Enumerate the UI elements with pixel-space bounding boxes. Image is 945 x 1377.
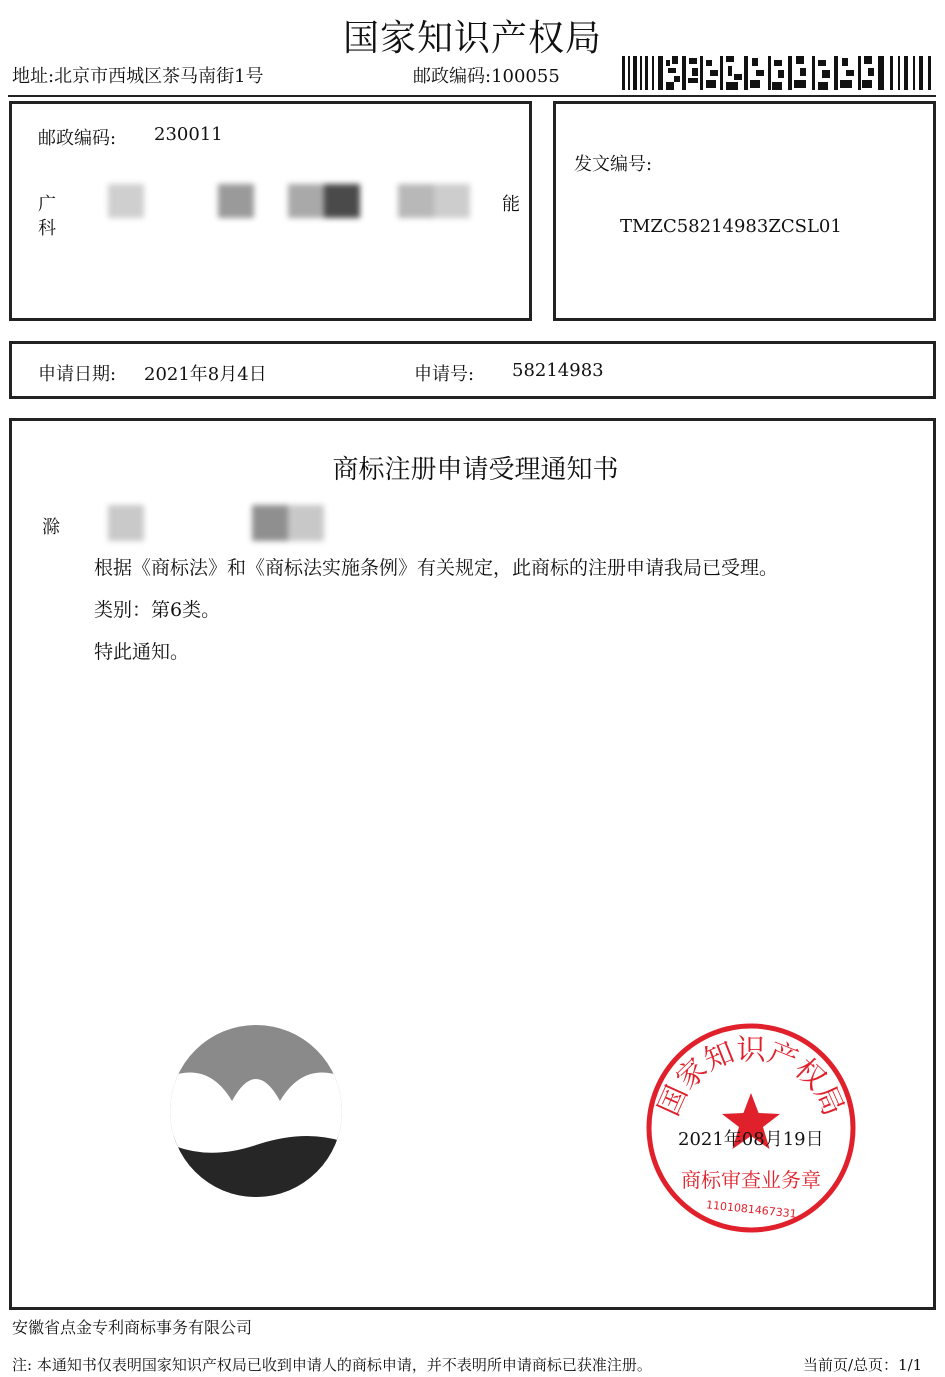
notice-title: 商标注册申请受理通知书 [332, 455, 619, 485]
header-divider [8, 95, 936, 97]
recipient-address-start: 广 [38, 194, 56, 215]
recipient-address-line2-start: 科 [38, 218, 56, 239]
page-indicator: 当前页/总页：1/1 [803, 1356, 923, 1374]
recipient-postcode-value: 230011 [154, 124, 223, 145]
application-info-box [9, 341, 936, 399]
recipient-address-end: 能 [502, 194, 520, 215]
seal-code: 1101081467331 [705, 1198, 798, 1221]
application-date-label: 申请日期: [38, 364, 117, 385]
application-number-value: 58214983 [512, 360, 604, 381]
addressee-start: 滁 [42, 517, 60, 538]
notice-body: 根据《商标法》和《商标法实施条例》有关规定，此商标的注册申请我局已受理。 [94, 557, 779, 579]
seal-ring-text: 国家知识产权局 [651, 1032, 851, 1121]
notice-date: 2021年08月19日 [678, 1129, 824, 1150]
trademark-logo-icon [140, 995, 372, 1227]
document-number-box [553, 101, 936, 321]
page-title: 国家知识产权局 [342, 18, 602, 59]
redacted-addressee [68, 505, 338, 541]
application-number-label: 申请号: [414, 364, 475, 385]
office-address: 地址:北京市西城区茶马南街1号 [12, 66, 264, 87]
notice-category: 类别：第6类。 [94, 599, 221, 621]
notice-box [9, 418, 936, 1310]
office-postcode: 邮政编码:100055 [413, 66, 560, 87]
notice-closing: 特此通知。 [94, 641, 190, 663]
agency-name: 安徽省点金专利商标事务有限公司 [12, 1318, 253, 1337]
application-date-value: 2021年8月4日 [144, 364, 267, 385]
recipient-box [9, 101, 532, 321]
document-number-label: 发文编号: [574, 154, 653, 175]
recipient-postcode-label: 邮政编码: [38, 128, 117, 149]
document-number-value: TMZC58214983ZCSL01 [620, 216, 842, 237]
redacted-address [72, 184, 492, 218]
footer-note: 注: 本通知书仅表明国家知识产权局已收到申请人的商标申请，并不表明所申请商标已获准注册。 [12, 1356, 652, 1374]
seal-bottom-text: 商标审查业务章 [681, 1168, 821, 1192]
barcode-icon [622, 56, 932, 90]
